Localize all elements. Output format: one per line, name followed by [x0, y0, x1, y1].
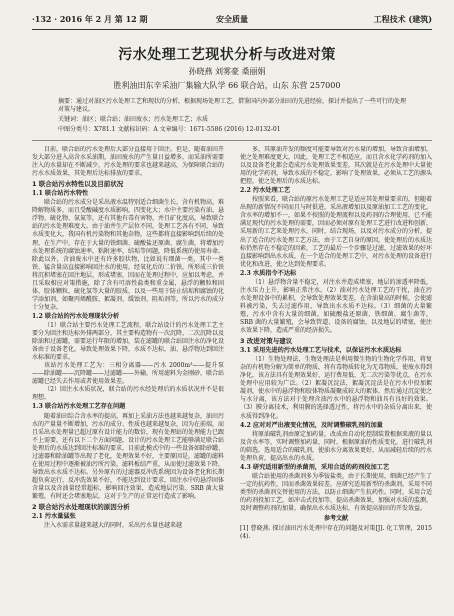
section-heading: 1 联合站污水特性以及目前状况: [32, 180, 124, 189]
page-header: [32, 14, 432, 28]
subsection-heading: 1.1 联合站污水特性: [32, 190, 89, 198]
keywords: 关键词：油区；联合站；油田废水；污水处理工艺；水质: [58, 116, 209, 123]
subsection-heading: 2.3 水质指令不达标: [240, 269, 297, 277]
paragraph: 目前，联合站的污水处理后大部分直接用于回注。但是，随着油田开发大部分进入高含水采油期，油田废水的产生量日益增多，而采油所需要注入的水量却在不断减少，污水处理的要求也越来越高，为保障联合站的污水水质效果，其处理后达标排放的要求。: [32, 146, 224, 178]
subsection-heading: 4.2 应对对严出液变化情况，及时调整破乳剂的加量: [240, 421, 383, 429]
paragraph: 将原油破乳剂由原定加药量，改成由自动化控制装置根据来液的量以及含水率等，实时调整加药量，同时，根据原油的性质变化，进行破乳剂的筛选，选用适合的破乳剂，使油水分离效果更好，从而减轻后续的污水处理负荷，提高出水的水质。: [240, 430, 432, 462]
paragraph: 联合站的污水成分是采出液水温特别适合细菌生长，含有机物高，难降解物质多，而且受酸碱度水质影响，四变化大；水中主要污染有油、悬浮物、硫化物、氨氮等，还有其他有毒有害物，并且矿化度高，导致联合站的污水处理难度大。由于油井生产层位不同，处理工艺各有不同，导致水质变化大，我国有机污染物和其他杂物，这些都将直接影响到后续的处理，在生产中，存在于大量的铁细菌、硫酸盐还原菌、腐生菌，将增加污水处理系统的腐蚀速率，粘附速率，结垢等问题，降低系统的使用寿命。除此以外，含油废水中还有许多胶状物，比如说有细菌一类，其中一类铁、锰含量高直接影响回注水的使用，经氧化后的二价铁，所形成三价铁将沉积堵塞在回注地层，形成堵塞，因而在处理过程中，应加以考虑，并且采取相应对策措施，除了含有可溶性盐类和重金属，悬浮的颗粒和固体，胶体颗粒，硫化氢等大量的胶质，以及一些用于防止结垢和腐蚀的化学添加剂，如聚丙烯酰胺、絮凝剂、缓蚀剂、阻垢剂等，所以污水的成分十分复杂。: [32, 199, 224, 311]
subsection-heading: 1.2 联合站的污水处理现状分析: [32, 312, 120, 320]
paragraph: 该站污水处理工艺为：三相分离器——污水 2000m³——提升泵——除油罐——沉降罐——过滤罐——外输，所用滤料为金刚砂，联合站滤罐已经失去作用或者使用效果差。: [32, 362, 224, 386]
left-column: [32, 146, 224, 530]
journal-name: 工程技术 (建筑): [373, 14, 432, 24]
header-rule: [32, 29, 432, 30]
article-authors: 孙晓燕 刘雾豪 桑丽娟: [188, 67, 266, 76]
subsection-heading: 1.3 联合站污水处理工艺存在问题: [32, 403, 126, 411]
issue-info: ·132 · 2016 年 2 月 第 12 期: [32, 14, 148, 24]
paragraph: （1）生物处理法，生物处理法是利用微生物的生物化学作用，将复杂的有机物分解为简单的物质，将有毒物质转化为无毒物质，使废水得到净化，该方法具有处理效果好、运行费用低、无二次污染等优点，在污水处理中应用较为广泛。（2）絮凝沉淀法，絮凝沉淀法是在污水中投加絮凝剂，使水中的悬浮物和胶体物质凝聚成较大的絮体，然后通过沉淀使之与水分离，该方法对于处理含油污水中的悬浮物和油具有良好的效果。（3）膜分离技术，利用膜的选择透过性，将污水中的杂质分离出来，使水质得到净化。: [240, 356, 432, 420]
paragraph: （2）回注水水质状况，联合站的污水经处理后的水质状况并不是很理想。: [32, 386, 224, 402]
article-title: 污水处理工艺现状分析与改进对策: [118, 47, 336, 63]
article-affiliation: 胜利油田东辛采油厂集输大队学 66 联合站，山东 东营 257000: [113, 81, 341, 90]
paragraph: 按照来看，联合站的原污水处理工艺是适应其处理量要求的，但随着出现的新情况不同而且与时俱进，采出液增加以及原油加工工艺的变化，含水率的增加不一，如果不按照的处理流程以及药剂的合理使用，已不能满足现代的污水处理的需要，因而必须对原有处理工艺进行改进和创新，采用新的工艺来处理污水，同时，结合现场，以及对污水成分的分析，提出了适合的污水处理工艺方法，由于工艺自身的原因，使处理后的水质达标仍然存在不稳定的因素，工艺的最后一个步骤是过滤，过滤效果的好坏直接影响到出水水质，在一个适合的处理工艺中，对污水处理的设备进行优化和改进，使之达到处理要求。: [240, 196, 432, 268]
paragraph: （1）悬浮物含量不稳定，对注水井造成堵塞，地层的渗透率降低，注水压力上升，影响正常注水。（2）油对污水处理工艺的干扰，油在污水处理设备中的累积，会导致处理效果变差，在含油量高的时候，会使滤料被污染，失去过滤作用，导致出水水质不达标。（3）细菌的大量繁殖，污水中含有大量的细菌，如硫酸盐还原菌、铁细菌、腐生菌等，SRB 菌的大量繁殖，会导致管道、设备的腐蚀，以及地层的堵塞，使注水效果下降，造成严重的经济损失。: [240, 278, 432, 335]
subsection-heading: 2.1 污水量猛张: [32, 513, 76, 521]
references-heading: 参考文献: [323, 515, 348, 523]
paragraph: 多，其原油开发的频度可能要导致对污水量的增加，导致含油增加，使之处理难度更大，因此，处理工艺不相适应，而且含水化学药剂的加入以及设备老化都会造成污水处理效果变差，其次就是在污水处理中大量使用的化学药剂，导致水质的不稳定，影响了处理效果，必须从工艺的源头把控，使之处理后的水质达标。: [240, 146, 432, 186]
subsection-heading: 4.3 研究适用新型的杀菌剂，采用合适的药剂投加工艺: [240, 463, 390, 471]
paragraph: 注入水需求量越来越大的同时，采出污水量也越来越: [44, 522, 183, 530]
subsection-heading: 3.1 采用先进的污水处理工艺与技术，以保证污水水质达标: [240, 347, 402, 355]
right-column: [240, 146, 432, 541]
abstract-rule: [32, 140, 432, 141]
classification-info: 中图分类号：X781.1 文献标识码：A 文章编号：1671-5586 (2016) 12-0132-01: [58, 126, 281, 133]
subsection-heading: 2.2 污水处理工艺: [240, 187, 291, 195]
section-heading: 3 改进对策与建议: [240, 337, 293, 346]
section-name: 安全质量: [216, 14, 248, 24]
reference-item: [1] 曹晓燕. 探讨油田污水处理中存在的问题及对策[J]. 化工管理，2015 (4).: [240, 525, 432, 541]
paragraph: 随着油田综合含水率的提高，再加上采油方法也越来越复杂，油田污水的产量量不断增加，污水的成分、性质也越来越复杂，因为在前端，而且采出水处理量已超过原有设计能力的数倍，现有处理站的处理能力已跟不上需要，还有以下二个方面问题，设计的污水处理工艺能够满足联合站处理后的水质达到回注标准的要求，目前此模式中的一些设备如除砂罐、过滤器和除油罐等出现了老化，处理效果不好，主要原因是，滤罐的滤料在使用过程中逐渐被油污所污染，滤料板结严重，从而使过滤效果下降，导致出水水质不达标。另外原有的过滤器反冲洗系统因为设备老化和长期超负荷运行，反冲洗效果不好，不能达到设计要求，回注水中的悬浮固体含量以及含油量经常超标，影响回注效果，造成地层污染、SRB 菌大量繁殖，有时还会堵塞地层，这对于生产的正常运行造成了影响。: [32, 412, 224, 500]
paragraph: 联合站使用的杀菌剂多为季铵盐类，由于长期使用，细菌已经产生了一定的抗药性，因而杀菌效果较差，应研究适用新型的杀菌剂，采用不同类型的杀菌剂交替使用的方法，以防止细菌产生抗药性。同时，采用合适的药剂投加工艺，如冲击式投加等，提高杀菌效果，加强对水质的监测，及时调整药剂的加量，确保出水水质达标，有效提高油田的开发效益。: [240, 472, 432, 513]
paragraph: （1）联合站主要污水处理工艺流程，联合站设计的污水处理工艺主要分为回注和达标外排两部分，其主要构造物有一次沉降、二次沉降以及除油和过滤罐，需要运行年限的增加，装在滤罐的联合站回注水的净化设备由于设备老化，导致处理效果下降，水质不达标，油、悬浮物达到回注水标准的要求。: [32, 321, 224, 362]
section-heading: 2 联合站污水处理现状的原因分析: [32, 503, 130, 512]
abstract: 摘要：通过对油区污水处理工艺和现状的分析，根据现场处理工艺，借鉴国内外部分油田的先进经验，探讨并提出了一些可行的处理对策与建议。: [58, 98, 407, 113]
